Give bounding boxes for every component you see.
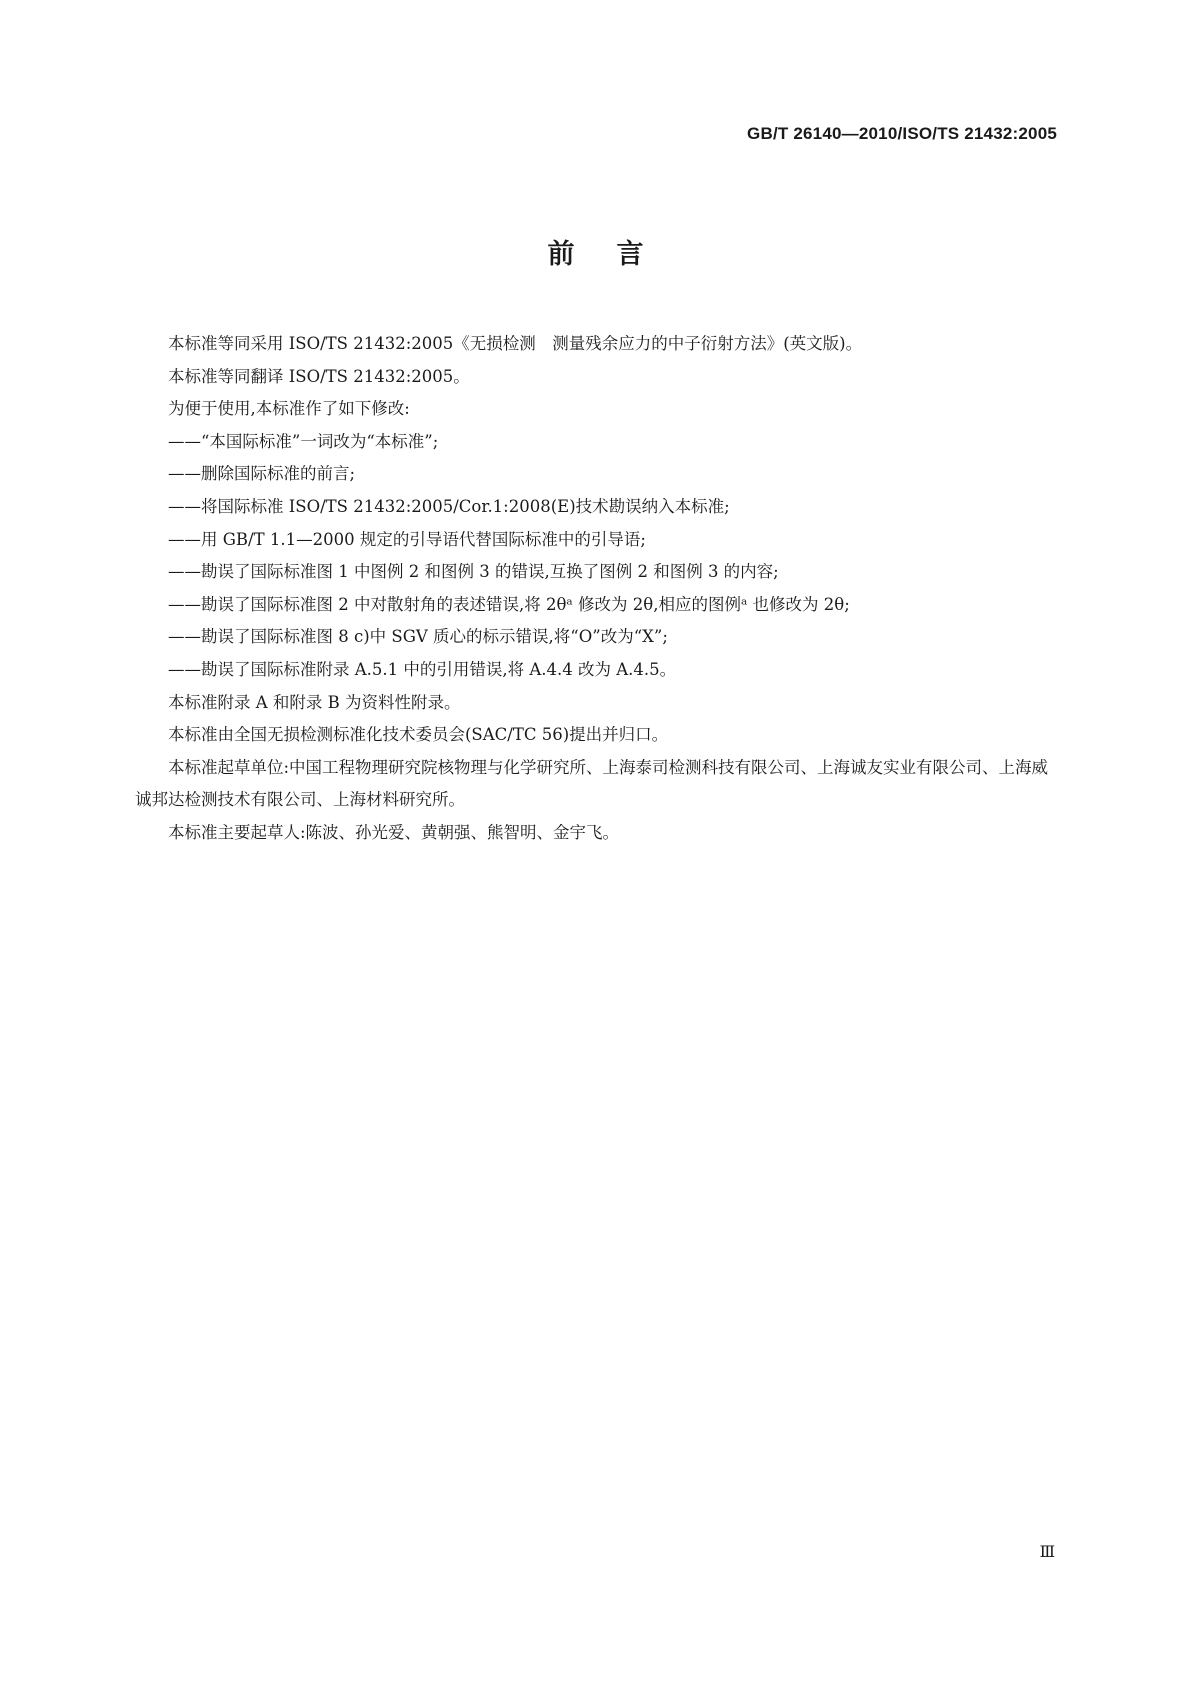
- list-item-modification: ——勘误了国际标准图 2 中对散射角的表述错误,将 2θᵃ 修改为 2θ,相应的图例ᵃ 也修改为 2θ;: [168, 594, 850, 614]
- paragraph-annexes: 本标准附录 A 和附录 B 为资料性附录。: [168, 692, 461, 712]
- list-item-modification: ——将国际标准 ISO/TS 21432:2005/Cor.1:2008(E)技术勘误纳入本标准;: [168, 496, 730, 516]
- foreword-body: [135, 328, 1060, 850]
- list-item-modification: ——删除国际标准的前言;: [168, 464, 356, 484]
- list-item-modification: ——勘误了国际标准图 1 中图例 2 和图例 3 的错误,互换了图例 2 和图例 3 的内容;: [168, 562, 779, 582]
- paragraph-translation: 本标准等同翻译 ISO/TS 21432:2005。: [168, 366, 470, 386]
- paragraph-drafting-units: 本标准起草单位:中国工程物理研究院核物理与化学研究所、上海泰司检测科技有限公司、上海诚友实业有限公司、上海威诚邦达检测技术有限公司、上海材料研究所。: [135, 757, 1049, 810]
- paragraph-modifications-intro: 为便于使用,本标准作了如下修改:: [168, 399, 410, 419]
- paragraph-adoption: 本标准等同采用 ISO/TS 21432:2005《无损检测 测量残余应力的中子衍射方法》(英文版)。: [168, 334, 863, 353]
- list-item-modification: ——勘误了国际标准图 8 c)中 SGV 质心的标示错误,将“O”改为“X”;: [168, 627, 668, 647]
- page-title: 前言: [547, 239, 686, 270]
- standard-code-header: GB/T 26140—2010/ISO/TS 21432:2005: [747, 124, 1057, 143]
- paragraph-drafters: 本标准主要起草人:陈波、孙光爱、黄朝强、熊智明、金宇飞。: [168, 822, 620, 842]
- paragraph-proposer: 本标准由全国无损检测标准化技术委员会(SAC/TC 56)提出并归口。: [168, 725, 669, 745]
- list-item-modification: ——用 GB/T 1.1—2000 规定的引导语代替国际标准中的引导语;: [168, 529, 646, 549]
- list-item-modification: ——勘误了国际标准附录 A.5.1 中的引用错误,将 A.4.4 改为 A.4.5。: [168, 659, 677, 679]
- page-number: Ⅲ: [1039, 1542, 1056, 1561]
- list-item-modification: ——“本国际标准”一词改为“本标准”;: [168, 431, 439, 451]
